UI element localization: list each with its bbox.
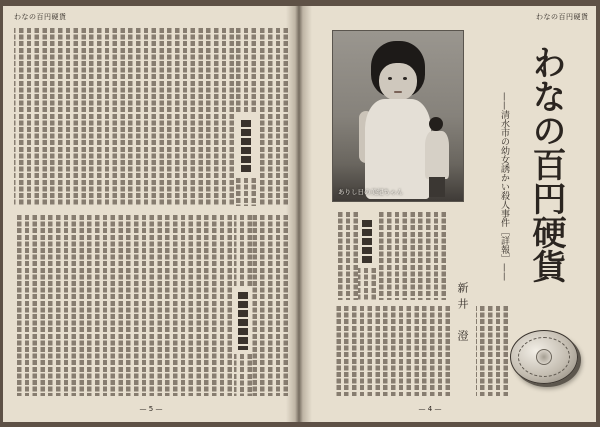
body-text-columns [336,212,358,300]
photo-torso [365,99,431,199]
section-heading-mark [238,292,248,350]
left-page [3,6,299,422]
body-text-columns [234,215,252,287]
section-heading-mark [362,220,372,264]
page-number-left: — 5 — [139,405,163,413]
body-text-columns [252,215,288,396]
photo-girl [332,30,464,202]
photo-face [379,63,417,101]
coin-icon [510,330,578,384]
body-text-columns [336,306,450,396]
photo-background-person [429,117,443,131]
section-heading-mark [241,120,251,172]
photo-mouth [394,91,402,93]
photo-eye [388,77,392,80]
photo-caption: ありし日の美紀ちゃん [338,188,403,196]
photo-eye [403,77,407,80]
body-text-columns [236,28,256,114]
photo-background-person [429,177,445,197]
page-number-right: — 4 — [418,405,442,413]
binding-gutter-shadow [286,6,312,422]
body-text-columns [236,178,256,206]
body-text-columns [14,215,232,396]
photo-background-person [425,131,449,179]
coin-center [536,349,552,365]
running-header-right: わなの百円硬貨 [536,13,589,21]
body-text-columns [258,28,288,206]
running-header-left: わなの百円硬貨 [14,13,67,21]
body-text-columns [14,28,234,206]
body-text-columns [358,268,376,300]
body-text-columns [476,306,508,396]
body-text-columns [234,354,252,396]
article-author: 新井 澄 [456,282,469,346]
right-page [299,6,596,422]
article-title: わなの百円硬貨 [526,45,566,283]
article-subtitle: ——清水市の幼女誘かい殺人事件［詳報］—— [499,92,509,281]
body-text-columns [376,212,446,300]
